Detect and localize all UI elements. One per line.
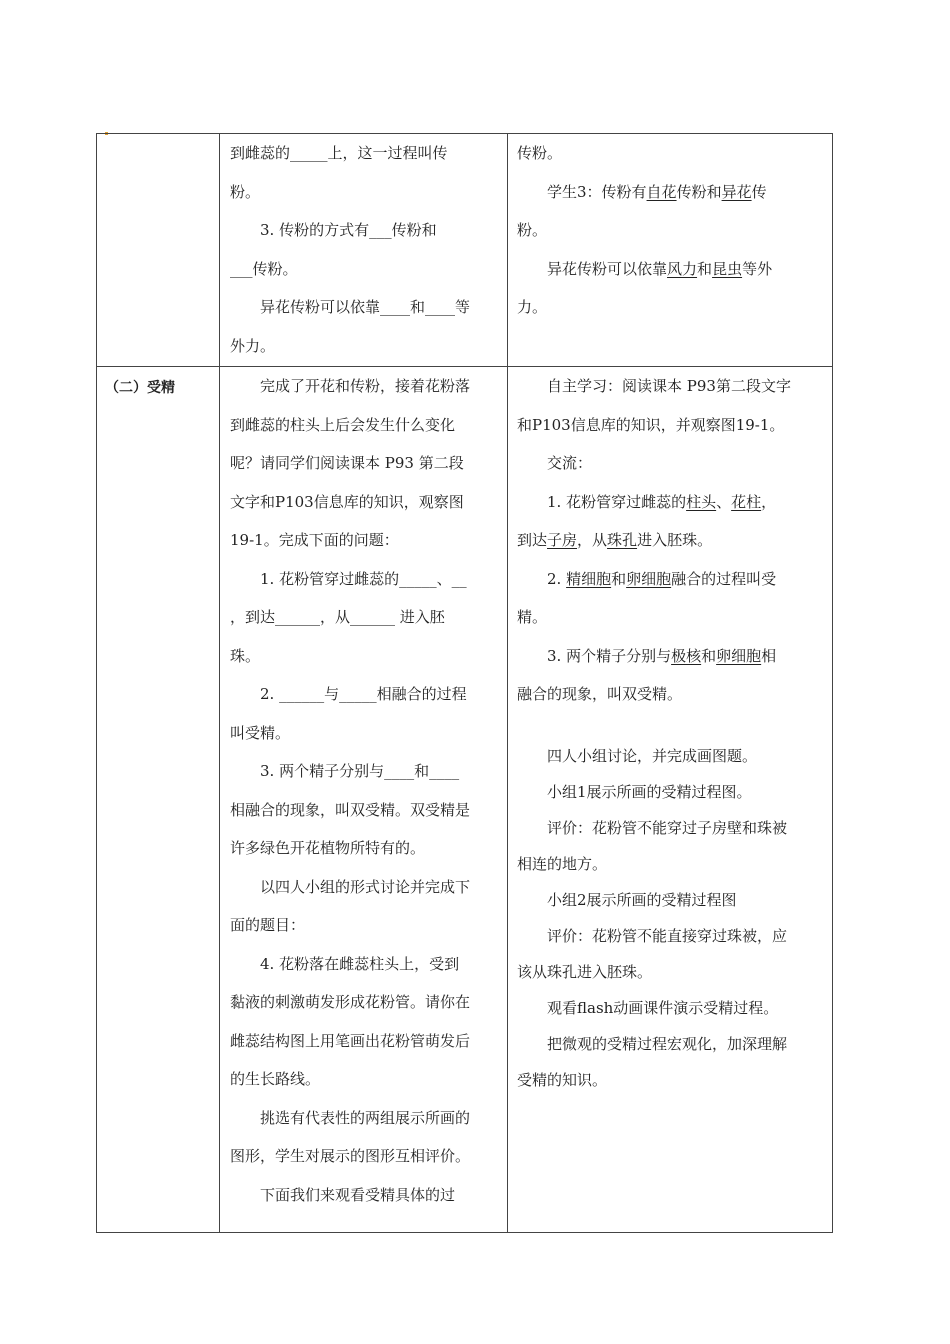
text-line: ___传粉。	[230, 259, 298, 278]
text-line: 融合的现象，叫双受精。	[517, 685, 683, 703]
text-line: 3. 两个精子分别与极核和卵细胞相	[547, 646, 777, 665]
text-line: 图形，学生对展示的图形互相评价。	[230, 1147, 471, 1165]
text-line: 3. 传粉的方式有___传粉和	[260, 221, 437, 239]
text-line: 外力。	[230, 336, 276, 355]
text-line: 精。	[517, 608, 548, 626]
text-line: 相融合的现象，叫双受精。双受精是	[230, 800, 471, 819]
section-label-cell: （二）受精	[97, 367, 220, 1233]
text-line: 学生3：传粉有自花传粉和异花传	[547, 182, 767, 201]
text-line: 把微观的受精过程宏观化，加深理解	[547, 1034, 788, 1053]
text-line: 交流：	[547, 454, 593, 472]
lesson-plan-table	[96, 133, 833, 1233]
text-line: 该从珠孔进入胚珠。	[517, 962, 653, 981]
text-line: 粉。	[230, 182, 261, 201]
text-line: 相连的地方。	[517, 854, 608, 873]
text-line: 黏液的刺激萌发形成花粉管。请你在	[230, 993, 471, 1011]
text-line: 自主学习：阅读课本 P93第二段文字	[547, 377, 791, 395]
text-line: 以四人小组的形式讨论并完成下	[260, 877, 471, 896]
table-row	[97, 134, 833, 367]
text-line: 4. 花粉落在雌蕊柱头上，受到	[260, 954, 460, 973]
teacher-activity-cell	[220, 134, 508, 367]
text-line: 下面我们来观看受精具体的过	[260, 1185, 456, 1204]
text-line: 1. 花粉管穿过雌蕊的柱头、花柱，	[547, 492, 777, 511]
text-line: 19-1。完成下面的问题：	[230, 531, 399, 549]
text-line: 力。	[517, 298, 548, 316]
text-line: 到雌蕊的_____上，这一过程叫传	[230, 144, 448, 162]
text-line: 2. 精细胞和卵细胞融合的过程叫受	[547, 569, 777, 588]
text-line: 叫受精。	[230, 723, 291, 742]
text-line: 粉。	[517, 221, 548, 239]
text-line: 雌蕊结构图上用笔画出花粉管萌发后	[230, 1031, 471, 1050]
text-line: 评价：花粉管不能直接穿过珠被，应	[547, 926, 788, 945]
text-line: 观看flash动画课件演示受精过程。	[547, 998, 779, 1017]
text-line: 2. ______与_____相融合的过程	[260, 685, 467, 703]
section-label-cell	[97, 134, 220, 367]
text-line: 珠。	[230, 646, 261, 665]
text-line: 完成了开花和传粉，接着花粉落	[260, 377, 471, 395]
text-line: 小组1展示所画的受精过程图。	[547, 782, 752, 801]
text-line: 到雌蕊的柱头上后会发生什么变化	[230, 415, 456, 434]
text-line: 到达子房，从珠孔进入胚珠。	[517, 531, 713, 549]
text-line: 1. 花粉管穿过雌蕊的_____、__	[260, 569, 467, 588]
text-line: 异花传粉可以依靠____和____等	[260, 298, 471, 316]
student-activity-cell	[508, 134, 833, 367]
text-line: 异花传粉可以依靠风力和昆虫等外	[547, 259, 773, 278]
text-line: 面的题目：	[230, 916, 306, 934]
text-line: 受精的知识。	[517, 1070, 608, 1089]
student-activity-cell	[508, 367, 833, 1233]
table-row	[97, 367, 833, 1233]
text-line: 小组2展示所画的受精过程图	[547, 890, 737, 909]
text-line: 四人小组讨论，并完成画图题。	[547, 746, 758, 765]
text-line: 和P103信息库的知识，并观察图19-1。	[517, 415, 785, 434]
text-line: ，到达______，从______ 进入胚	[230, 608, 445, 626]
text-line: 呢？请同学们阅读课本 P93 第二段	[230, 454, 464, 472]
text-line: 评价：花粉管不能穿过子房壁和珠被	[547, 818, 788, 837]
text-line: 挑选有代表性的两组展示所画的	[260, 1108, 471, 1127]
spacer	[517, 714, 826, 738]
text-line: 文字和P103信息库的知识，观察图	[230, 492, 464, 511]
text-line: 许多绿色开花植物所特有的。	[230, 839, 426, 857]
teacher-activity-cell	[220, 367, 508, 1233]
text-line: 的生长路线。	[230, 1070, 321, 1088]
text-line: 传粉。	[517, 144, 563, 162]
text-line: 3. 两个精子分别与____和____	[260, 762, 460, 780]
